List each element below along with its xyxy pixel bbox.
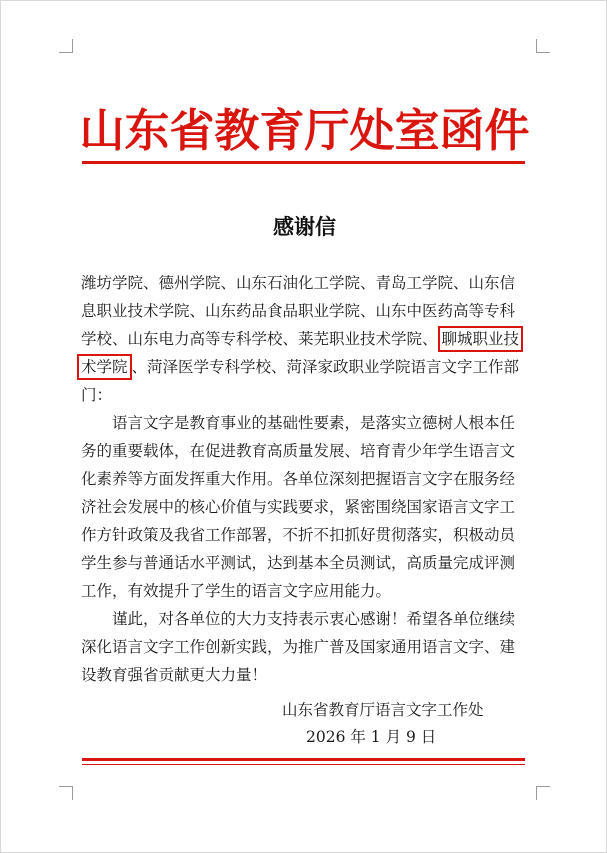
paragraph-1-line: 务的重要载体，在促进教育高质量发展、培育青少年学生语言文: [81, 442, 516, 460]
letterhead-red-rule: [82, 161, 525, 164]
paragraph-1-line: 语言文字是教育事业的基础性要素，是落实立德树人根本任: [112, 414, 516, 432]
paragraph-1-line: 学生参与普通话水平测试，达到基本全员测试，高质量完成评测: [81, 554, 516, 572]
letter-title: 感谢信: [273, 214, 336, 239]
highlighted-recipient-part-2: 术学院: [77, 354, 132, 380]
crop-mark-bottom-right: [536, 786, 550, 800]
footer-red-rule-thick: [82, 758, 525, 761]
crop-mark-top-left: [59, 39, 73, 53]
recipients-line-1: 潍坊学院、德州学院、山东石油化工学院、青岛工学院、山东信: [81, 274, 516, 292]
paragraph-1-line: 化素养等方面发挥重大作用。各单位深刻把握语言文字在服务经: [81, 470, 516, 488]
letterhead-title: 山东省教育厅处室函件: [79, 104, 530, 157]
signature-organization: 山东省教育厅语言文字工作处: [282, 701, 484, 719]
paragraph-1-line: 作方针政策及我省工作部署，不折不扣抓好贯彻落实，积极动员: [81, 526, 516, 544]
footer-red-rule-thin: [82, 764, 525, 765]
highlighted-recipient-part-1: 聊城职业技: [438, 326, 524, 352]
recipients-line-3: [81, 325, 523, 353]
paragraph-2-line: 深化语言文字工作创新实践，为推广普及国家通用语言文字、建: [81, 638, 516, 656]
signature-date: 2026 年 1 月 9 日: [306, 728, 437, 746]
paragraph-2-line: 谨此，对各单位的大力支持表示衷心感谢！希望各单位继续: [112, 610, 516, 628]
recipients-line-4-text: 、菏泽医学专科学校、菏泽家政职业学院语言文字工作部: [131, 358, 520, 376]
paragraph-1-line: 济社会发展中的核心价值与实践要求，紧密围绕国家语言文字工: [81, 498, 516, 516]
recipients-line-3-text: 学校、山东电力高等专科学校、莱芜职业技术学院、: [81, 330, 438, 348]
recipients-line-5: 门：: [81, 386, 113, 404]
recipients-line-4: [77, 353, 519, 381]
paragraph-1-line: 工作，有效提升了学生的语言文字应用能力。: [81, 582, 392, 600]
crop-mark-top-right: [536, 39, 550, 53]
recipients-line-2: 息职业技术学院、山东药品食品职业学院、山东中医药高等专科: [81, 302, 516, 320]
paragraph-2-line: 设教育强省贡献更大力量！: [81, 666, 268, 684]
crop-mark-bottom-left: [59, 786, 73, 800]
